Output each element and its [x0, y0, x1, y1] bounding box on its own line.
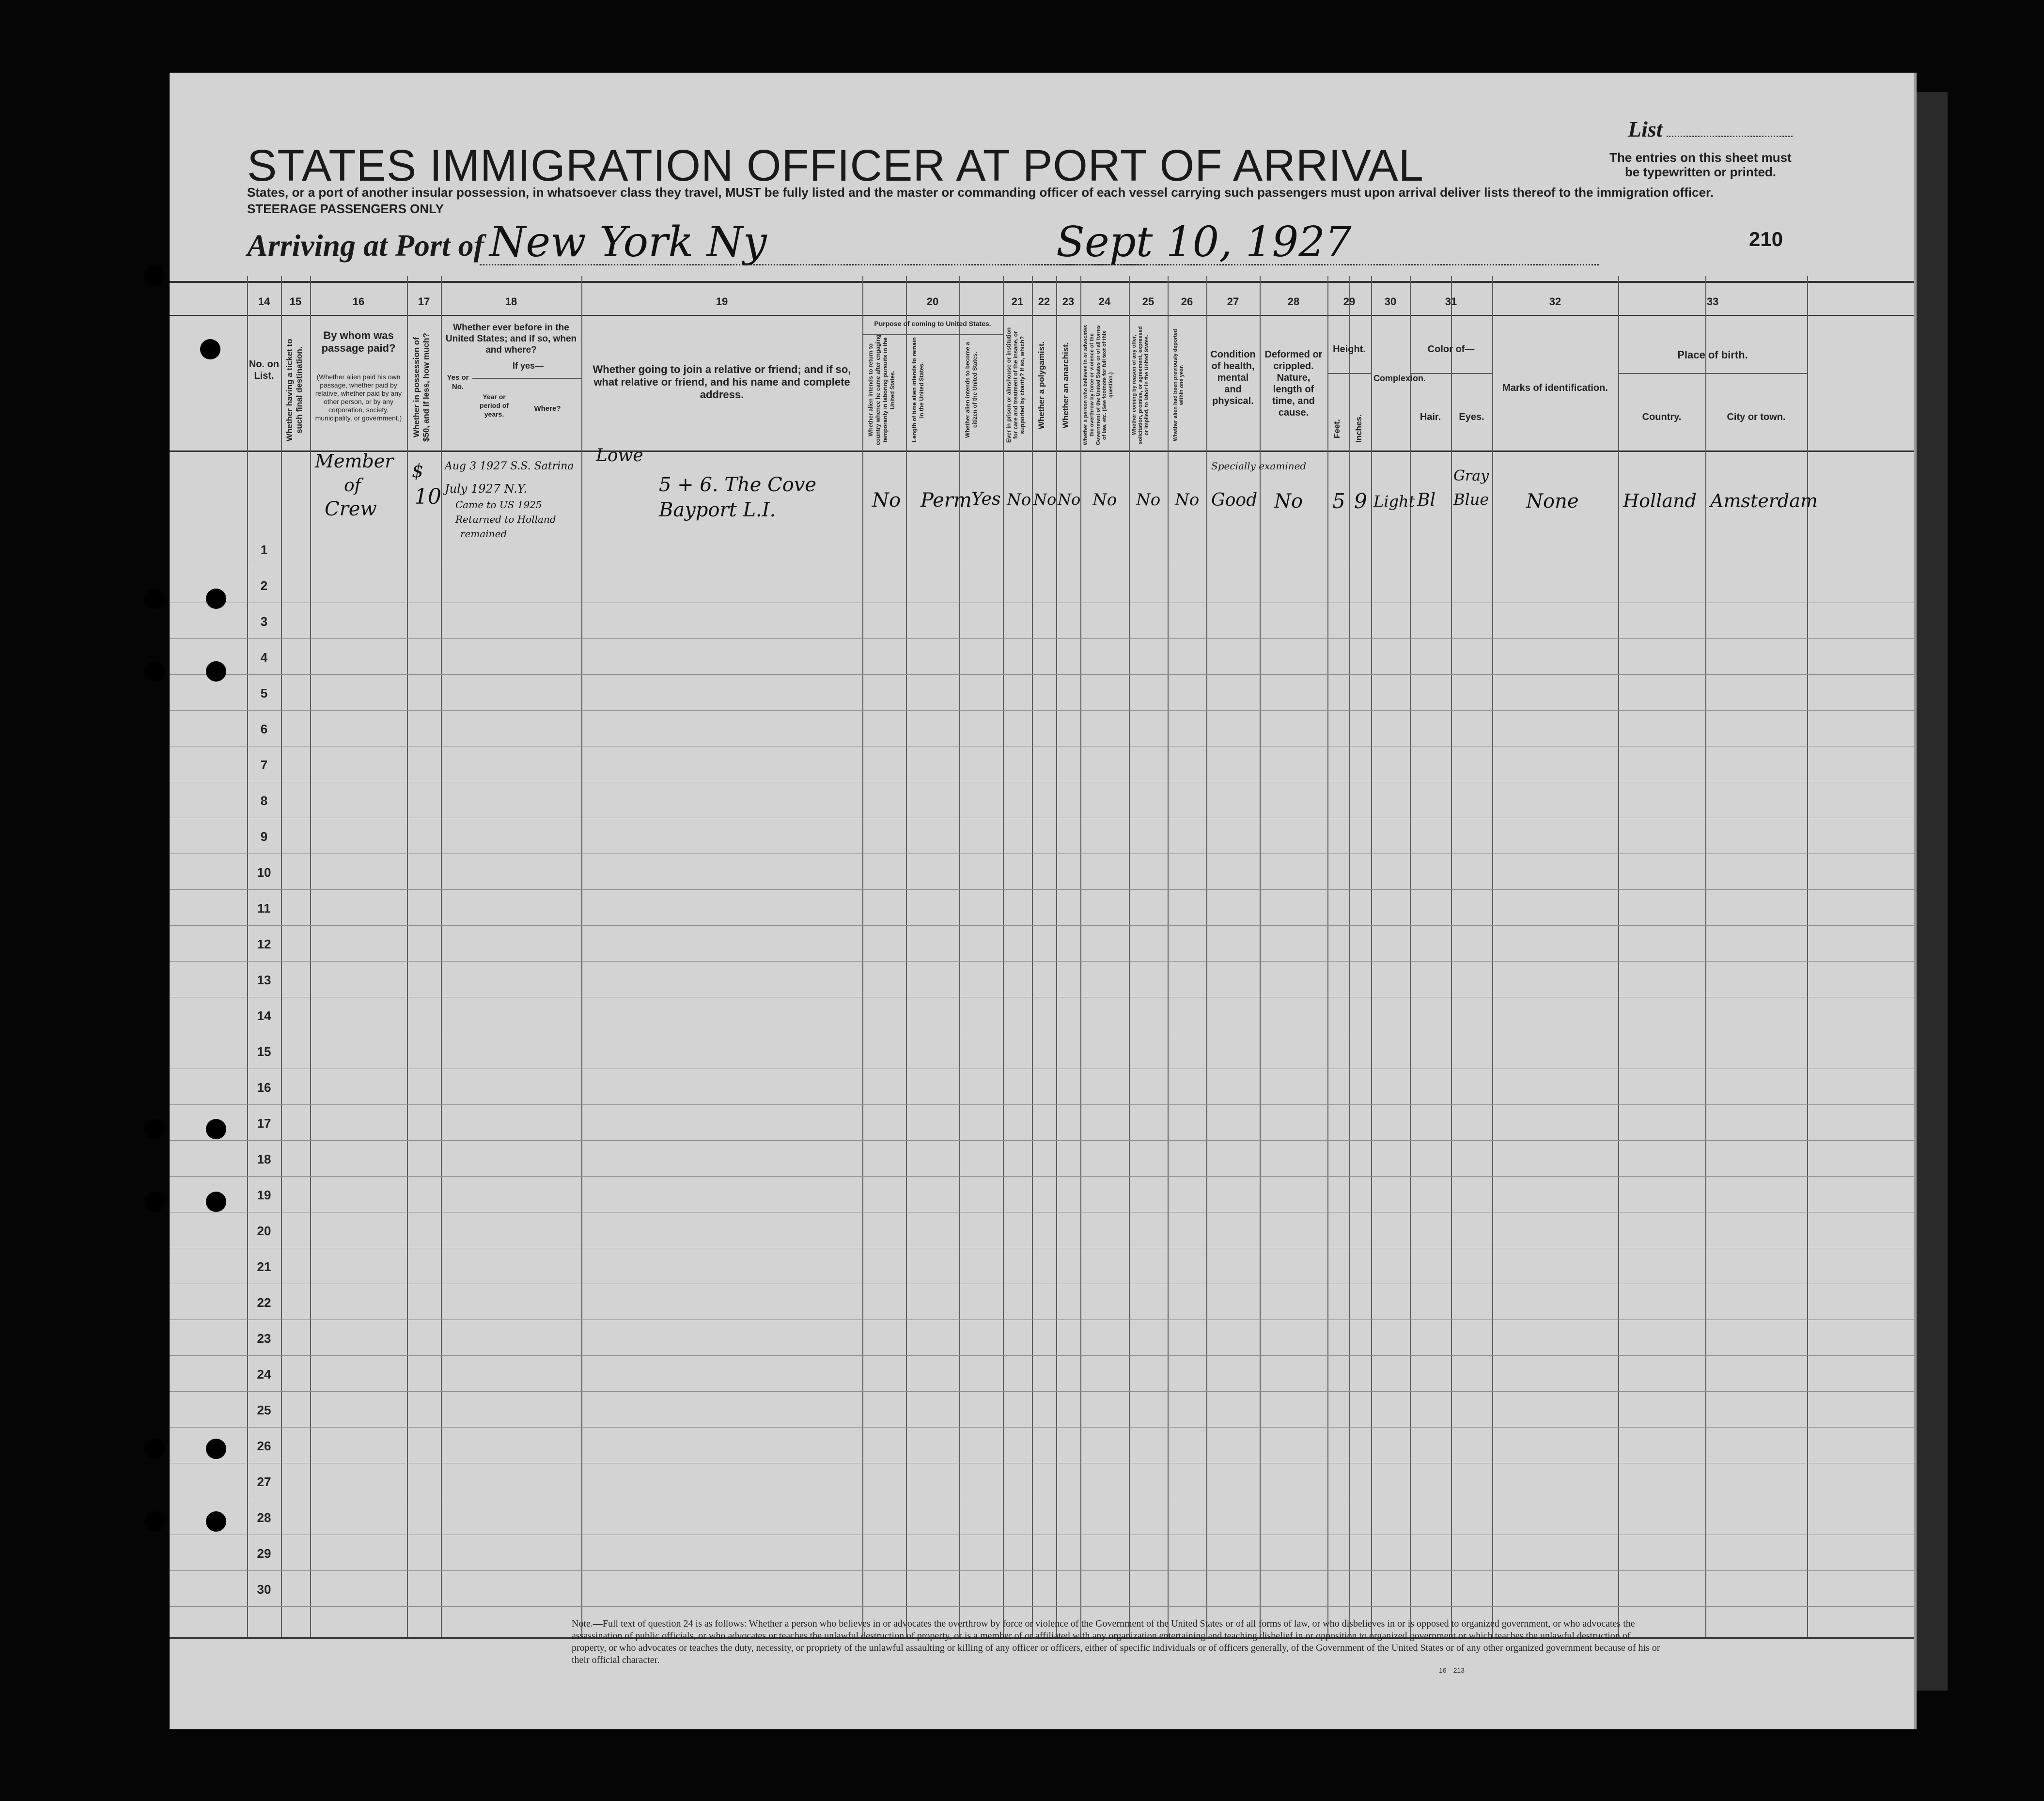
column-divider: [1371, 276, 1372, 1637]
col-num-24: 24: [1098, 295, 1111, 308]
entry-before-2: July 1927 N.Y.: [445, 482, 528, 496]
header-complexion: Complexion.: [1373, 373, 1426, 383]
col-num-26: 26: [1181, 295, 1193, 308]
entry-by-whom-3: Crew: [325, 498, 377, 520]
row-number: 30: [257, 1582, 271, 1597]
entry-by-whom-1: Member: [315, 450, 394, 472]
row-number: 22: [257, 1295, 271, 1310]
row-number: 23: [257, 1331, 271, 1346]
row-number: 3: [260, 614, 268, 629]
entry-marks: None: [1526, 490, 1579, 512]
punch-hole: [200, 339, 220, 359]
row-rule: [170, 1427, 1914, 1428]
header-bottom-rule: [170, 450, 1914, 452]
punch-hole: [206, 1439, 226, 1459]
list-label: List: [1628, 117, 1663, 141]
col-num-15: 15: [289, 295, 302, 308]
entry-amount-sign: $: [412, 460, 424, 481]
header-ticket: Whether having a ticket to such final destination.: [285, 339, 304, 441]
entry-q24: No: [1092, 490, 1117, 510]
punch-hole: [144, 1192, 165, 1212]
punch-hole: [206, 661, 226, 682]
header-possession: Whether in possession of $50, and if less, how much?: [412, 333, 431, 442]
header-year-period: Year or period of years.: [480, 393, 509, 418]
entry-by-whom-2: of: [344, 476, 361, 496]
row-number: 20: [257, 1224, 271, 1238]
column-divider: [581, 276, 582, 1637]
punch-hole: [144, 1511, 165, 1532]
punch-hole: [144, 1439, 165, 1459]
col-num-22: 22: [1038, 295, 1050, 308]
row-number: 13: [257, 973, 271, 987]
row-number: 6: [260, 722, 268, 736]
col-num-30: 30: [1384, 295, 1397, 308]
col-num-31: 31: [1445, 295, 1457, 308]
row-number: 16: [257, 1080, 271, 1095]
entry-feet: 5: [1332, 489, 1345, 513]
entry-join-2: 5 + 6. The Cove: [659, 474, 817, 496]
column-divider: [1168, 276, 1169, 1637]
column-number-rule: [170, 315, 1914, 316]
col-num-32: 32: [1549, 295, 1561, 308]
port-value: New York Ny: [489, 218, 767, 266]
steerage-label: STEERAGE PASSENGERS ONLY: [247, 202, 444, 216]
column-divider: [1032, 276, 1033, 1637]
entry-q25: No: [1136, 490, 1161, 510]
entry-country: Holland: [1623, 490, 1697, 512]
entry-eyes-1: Gray: [1453, 467, 1489, 484]
column-divider: [407, 276, 408, 1637]
row-rule: [170, 1570, 1914, 1571]
color-sub-rule: [1410, 373, 1492, 374]
header-place-birth: Place of birth.: [1677, 349, 1748, 361]
entry-q23: No: [1058, 490, 1081, 509]
header-if-yes: If yes—: [512, 361, 544, 371]
page-number: 210: [1749, 228, 1783, 250]
manifest-sheet: [170, 73, 1917, 1729]
row-number: 2: [260, 578, 268, 593]
row-rule: [170, 638, 1914, 639]
column-divider: [1705, 276, 1706, 1637]
punch-hole: [206, 589, 226, 609]
header-inches: Inches.: [1354, 414, 1363, 443]
header-height: Height.: [1333, 344, 1366, 355]
entry-deformed: No: [1274, 490, 1303, 512]
header-country: Country.: [1642, 412, 1682, 422]
row-rule: [170, 925, 1914, 926]
birth-sub-rule: [1618, 373, 1807, 374]
row-number: 24: [257, 1367, 271, 1382]
date-value: Sept 10, 1927: [1056, 218, 1352, 266]
row-number: 25: [257, 1403, 271, 1417]
row-rule: [170, 889, 1914, 890]
entry-complexion: Light: [1373, 492, 1415, 511]
column-divider: [1451, 276, 1452, 1637]
row-rule: [170, 674, 1914, 675]
header-by-whom-sub: (Whether alien paid his own passage, whether paid by relative, whether paid by any other person, or by any corporation, society, municipality, or government.): [315, 373, 402, 422]
column-divider: [1003, 276, 1004, 1637]
purpose-sub-rule: [862, 334, 1003, 335]
row-rule: [170, 1104, 1914, 1105]
header-condition: Condition of health, mental and physical.: [1210, 349, 1256, 406]
punch-hole: [206, 1511, 226, 1532]
row-number: 7: [260, 758, 268, 772]
height-sub-rule: [1327, 373, 1371, 374]
header-city: City or town.: [1727, 412, 1786, 422]
row-number: 4: [260, 650, 268, 665]
column-divider: [1056, 276, 1057, 1637]
instructions-text: States, or a port of another insular possession, in whatsoever class they travel, MUST be fully listed and the master or commanding officer of each vessel carrying such passengers must upon arrival deliver lists thereof to the immigration officer.: [247, 185, 1714, 200]
row-number: 9: [260, 829, 268, 844]
punch-hole: [144, 265, 165, 285]
column-divider: [1206, 276, 1207, 1637]
row-rule: [170, 1391, 1914, 1392]
entry-eyes-2: Blue: [1453, 490, 1489, 509]
header-deported: Whether alien had been previously deported within one year.: [1172, 329, 1185, 441]
header-purpose-return: Whether alien intends to return to country whence he came after engaging temporarily in laboring pursuits in the United States.: [867, 334, 896, 446]
col-num-21: 21: [1011, 295, 1024, 308]
header-purpose-citizen: Whether alien intends to become a citizen of the United States.: [964, 342, 978, 438]
col-num-27: 27: [1227, 295, 1239, 308]
entry-join-1: Lowe: [596, 446, 643, 466]
column-divider: [1410, 276, 1411, 1637]
column-divider: [1618, 276, 1619, 1637]
column-divider: [247, 276, 248, 1637]
form-title: STATES IMMIGRATION OFFICER AT PORT OF ARRIVAL: [247, 141, 1424, 190]
column-divider: [862, 276, 863, 1637]
row-number: 27: [257, 1475, 271, 1489]
col-num-20: 20: [926, 295, 939, 308]
row-number: 28: [257, 1510, 271, 1525]
row-number: 1: [260, 543, 268, 557]
form-code: 16—213: [1439, 1666, 1465, 1674]
column-divider: [1129, 276, 1130, 1637]
row-number: 26: [257, 1439, 271, 1453]
header-anarchist: Whether an anarchist.: [1061, 342, 1070, 428]
row-number: 29: [257, 1546, 271, 1561]
column-divider: [1260, 276, 1261, 1637]
header-overthrow: Whether a person who believes in or advocates the overthrow by force or violence of the Government of the United States or of all forms of law, etc. (See footnote for full text of this question.): [1083, 325, 1114, 446]
header-before-us: Whether ever before in the United States; and if so, when and where?: [445, 323, 577, 355]
row-number: 17: [257, 1116, 271, 1131]
row-rule: [170, 1176, 1914, 1177]
header-deformed: Deformed or crippled. Nature, length of time, and cause.: [1264, 349, 1323, 418]
col-num-14: 14: [258, 295, 270, 308]
sheet-shadow: [1914, 92, 1948, 1691]
header-join: Whether going to join a relative or friend; and if so, what relative or friend, and his name and complete address.: [593, 363, 851, 401]
row-rule: [170, 1355, 1914, 1356]
list-number-line: [1667, 136, 1793, 137]
row-number: 14: [257, 1009, 271, 1023]
header-purpose-length: Length of time alien intends to remain in the United States.: [911, 337, 925, 443]
punch-hole: [144, 589, 165, 609]
arriving-label: Arriving at Port of: [247, 228, 484, 263]
entry-before-3: Came to US 1925: [455, 499, 542, 511]
row-rule: [170, 710, 1914, 711]
col-num-19: 19: [716, 295, 728, 308]
typewritten-note: The entries on this sheet must be typewritten or printed.: [1609, 150, 1792, 179]
column-divider: [441, 276, 442, 1637]
col-num-33: 33: [1706, 295, 1719, 308]
header-polygamist: Whether a polygamist.: [1037, 341, 1046, 429]
column-divider: [959, 276, 960, 1637]
header-no-on-list: No. on List.: [249, 359, 280, 381]
footnote-question-24: Note.—Full text of question 24 is as follows: Whether a person who believes in or advocates the overthrow by force or violence of the Government of the United States or of all forms of law, or who disbelieves in or is opposed to organized government, or who advocates the assassination of public officials, or who advocates or teaches the unlawful destruction of property, or is a member of or affiliated with any organization entertaining and teaching disbelief in or opposition to organized government or which teaches the unlawful destruction of property, or who advocates or teaches the duty, necessity, or propriety of the unlawful assaulting or killing of any officer or officers, either of specific individuals or of officers generally, of the Government of the United States or of any other organized government because of his or their official character.: [572, 1618, 1660, 1665]
date-line: [1042, 264, 1599, 265]
col-num-18: 18: [505, 295, 517, 308]
row-rule: [170, 961, 1914, 962]
row-number: 18: [257, 1152, 271, 1166]
row-number: 15: [257, 1044, 271, 1059]
header-marks: Marks of identification.: [1502, 383, 1608, 393]
entry-q21: No: [1007, 490, 1031, 510]
entry-q26: No: [1175, 490, 1200, 510]
entry-q22: No: [1033, 490, 1057, 509]
column-divider: [1080, 276, 1081, 1637]
entry-join-3: Bayport L.I.: [659, 499, 776, 521]
if-yes-sub-rule: [472, 378, 581, 379]
header-eyes: Eyes.: [1459, 412, 1484, 422]
row-number: 12: [257, 937, 271, 951]
col-num-25: 25: [1142, 295, 1155, 308]
punch-hole: [206, 1119, 226, 1139]
entry-before-5: remained: [460, 528, 507, 540]
punch-hole: [144, 661, 165, 682]
col-num-16: 16: [352, 295, 365, 308]
form-instructions: [247, 184, 1894, 217]
entry-before-1: Aug 3 1927 S.S. Satrina: [445, 460, 574, 472]
row-number: 5: [260, 686, 268, 700]
row-number: 21: [257, 1259, 271, 1274]
row-rule: [170, 1606, 1914, 1607]
header-where: Where?: [534, 404, 561, 413]
header-prison: Ever in prison or almshouse or institution for care and treatment of the insane, or supported by charity? If so, which?: [1005, 327, 1026, 443]
column-divider: [1327, 276, 1328, 1637]
punch-hole: [206, 1192, 226, 1212]
header-offer: Whether coming by reason of any offer, solicitation, promise, or agreement, expressed or implied, to labor in the United States.: [1131, 326, 1150, 444]
col-num-17: 17: [418, 295, 430, 308]
entry-hair: Bl: [1417, 490, 1435, 510]
header-feet: Feet.: [1332, 419, 1342, 438]
column-divider: [1349, 276, 1350, 1637]
col-num-23: 23: [1062, 295, 1075, 308]
col-num-29: 29: [1343, 295, 1356, 308]
column-divider: [1492, 276, 1493, 1637]
column-divider: [1807, 276, 1808, 1637]
row-number: 10: [257, 865, 271, 880]
column-divider: [906, 276, 907, 1637]
header-color-of: Color of—: [1427, 344, 1475, 355]
column-divider: [281, 276, 282, 1637]
entry-city: Amsterdam: [1710, 490, 1818, 512]
header-purpose: Purpose of coming to United States.: [874, 320, 991, 327]
row-number: 19: [257, 1188, 271, 1202]
header-hair: Hair.: [1420, 412, 1441, 422]
header-yes-no: Yes or No.: [447, 373, 469, 391]
row-number: 11: [257, 901, 271, 916]
entry-purpose-return: No: [872, 489, 901, 512]
entry-amount: 10: [414, 484, 441, 509]
entry-inches: 9: [1354, 489, 1367, 513]
entry-condition: Good: [1211, 490, 1258, 510]
punch-hole: [144, 1119, 165, 1139]
entry-purpose-length: Perm: [921, 489, 972, 512]
row-number: 8: [260, 793, 268, 808]
col-num-28: 28: [1287, 295, 1300, 308]
header-top-rule: [170, 281, 1914, 283]
header-by-whom: By whom was passage paid?: [321, 329, 396, 354]
row-rule: [170, 1140, 1914, 1141]
entry-before-4: Returned to Holland: [455, 513, 556, 525]
entry-condition-note: Specially examined: [1211, 460, 1307, 472]
column-divider: [310, 276, 311, 1637]
entry-purpose-citizen: Yes: [971, 489, 1001, 509]
